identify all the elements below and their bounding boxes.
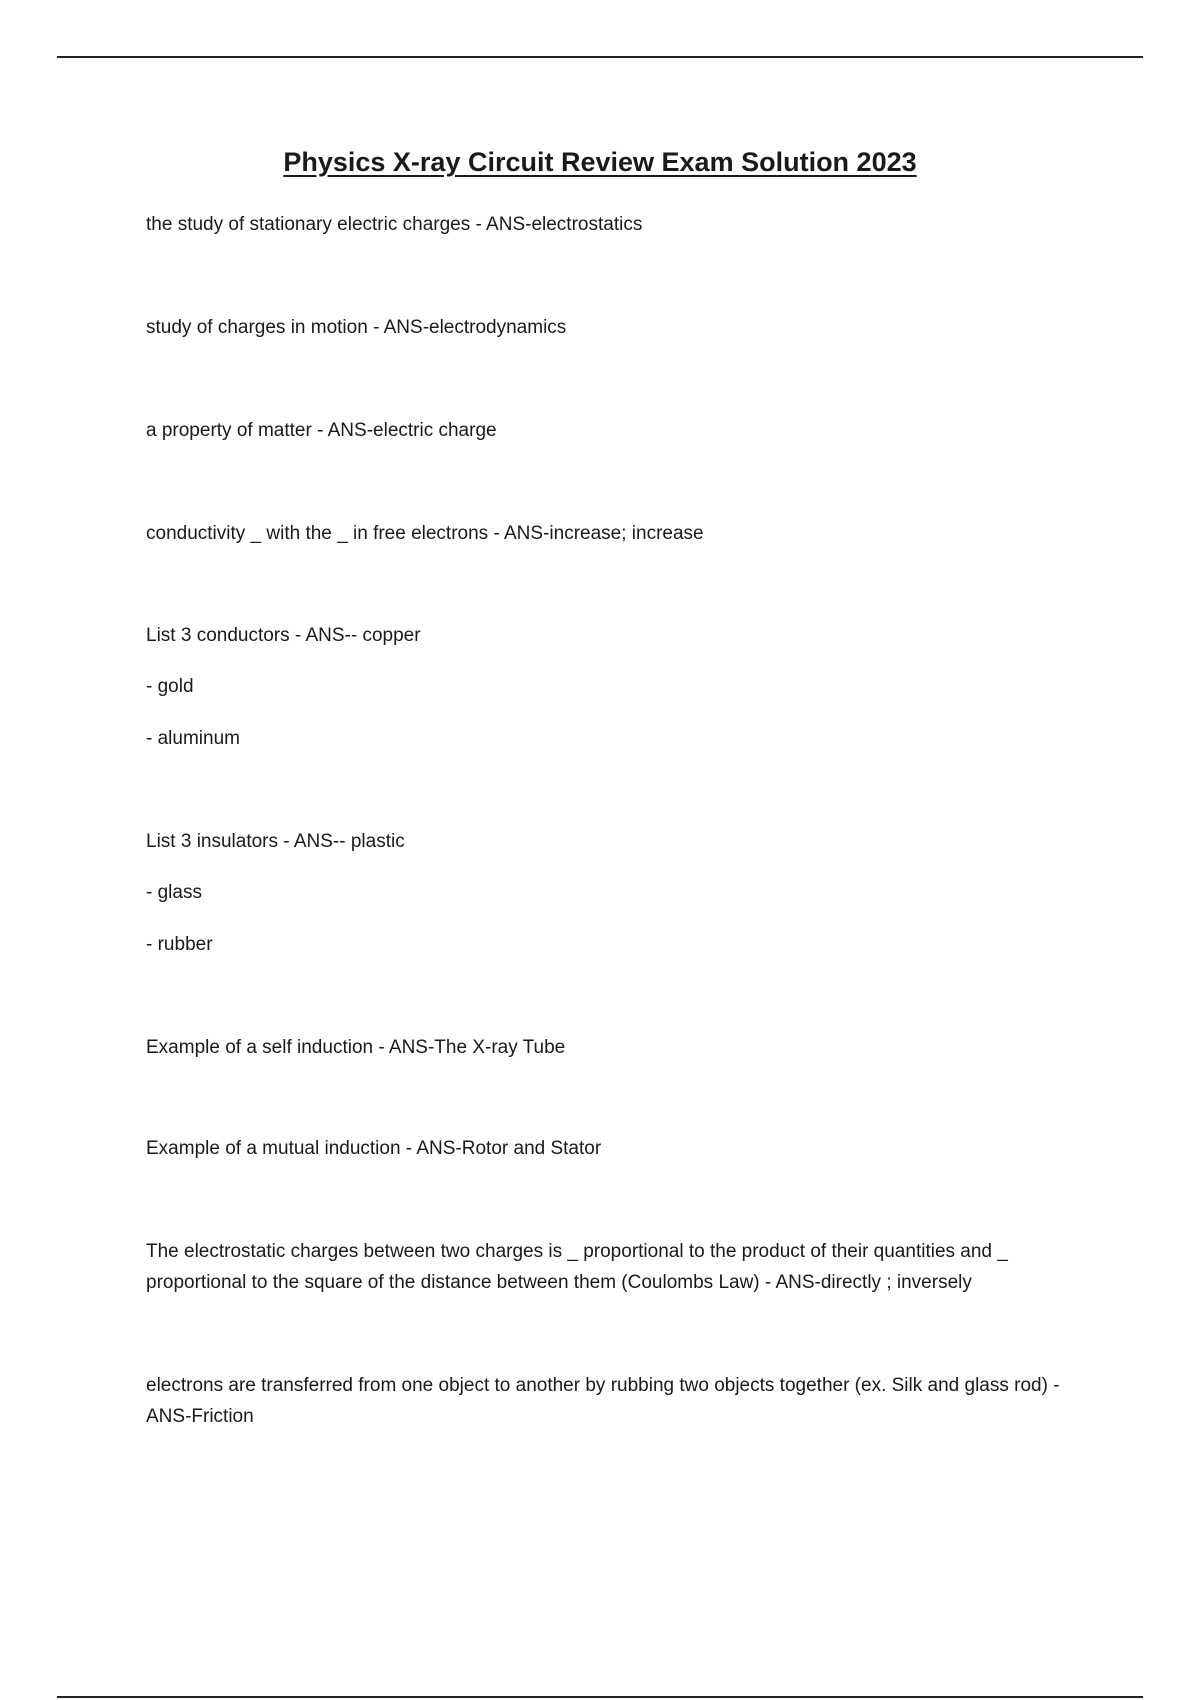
qa-line: study of charges in motion - ANS-electrodynamics	[146, 317, 567, 338]
header-rule	[57, 56, 1143, 58]
footer-rule	[57, 1696, 1143, 1698]
qa-line: The electrostatic charges between two charges is _ proportional to the product of their quantities and _ proportional to the square of the distance between them (Coulombs Law) - ANS-directly ; inversely	[146, 1241, 1008, 1293]
qa-line: - rubber	[146, 934, 213, 955]
qa-line: - glass	[146, 882, 202, 903]
qa-line: Example of a self induction - ANS-The X-ray Tube	[146, 1037, 566, 1058]
qa-line: - aluminum	[146, 728, 240, 749]
qa-line: conductivity _ with the _ in free electrons - ANS-increase; increase	[146, 523, 704, 544]
qa-line: List 3 insulators - ANS-- plastic	[146, 831, 405, 852]
qa-line: a property of matter - ANS-electric charge	[146, 420, 497, 441]
document-title: Physics X-ray Circuit Review Exam Solution 2023	[283, 147, 917, 177]
qa-line: Example of a mutual induction - ANS-Rotor and Stator	[146, 1138, 602, 1159]
qa-line: the study of stationary electric charges - ANS-electrostatics	[146, 214, 643, 235]
qa-line: List 3 conductors - ANS-- copper	[146, 625, 421, 646]
qa-line: - gold	[146, 676, 194, 697]
qa-line: electrons are transferred from one object to another by rubbing two objects together (ex. Silk and glass rod) - ANS-Friction	[146, 1375, 1060, 1427]
